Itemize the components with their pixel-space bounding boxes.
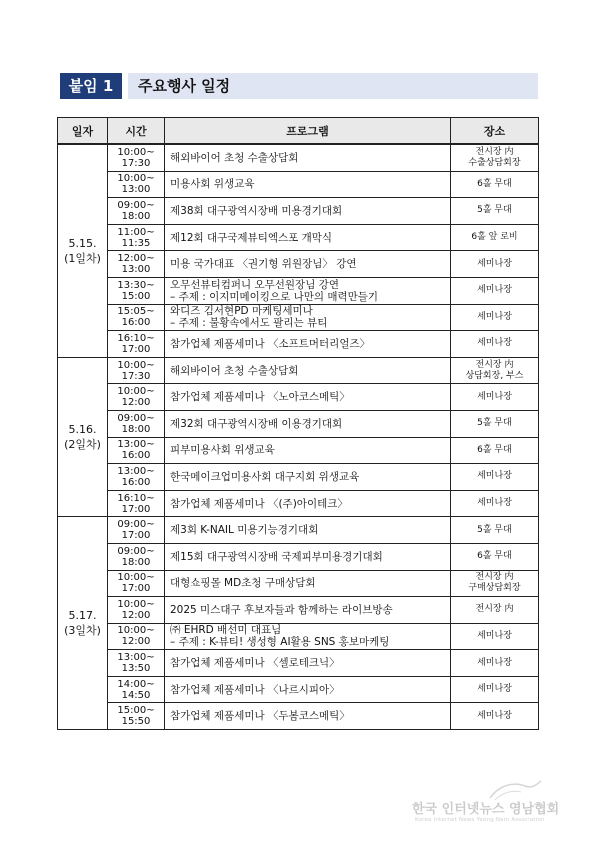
cell-line: 09:00~	[117, 519, 155, 531]
schedule-table	[57, 117, 539, 730]
cell-line: 16:00	[121, 450, 151, 462]
date-cell	[58, 357, 108, 517]
cell-line: 17:00	[121, 343, 151, 355]
date-cell	[58, 517, 108, 730]
cell-line: (1일차)	[64, 251, 101, 265]
cell-line: 13:30~	[117, 279, 155, 291]
table-row	[58, 171, 539, 198]
place-cell	[451, 676, 539, 703]
cell-line: 2025 미스대구 후보자들과 함께하는 라이브방송	[170, 603, 393, 616]
place-cell	[451, 437, 539, 464]
time-cell	[108, 437, 165, 464]
table-row	[58, 331, 539, 358]
program-cell	[165, 490, 451, 517]
cell-line: 13:50	[121, 663, 151, 675]
time-cell	[108, 703, 165, 730]
cell-line: 수출상담회장	[468, 157, 521, 168]
table-row	[58, 410, 539, 437]
time-cell	[108, 304, 165, 331]
cell-line: 09:00~	[117, 412, 155, 424]
cell-line: 15:00	[121, 290, 151, 302]
attachment-badge: 붙임 1	[60, 73, 122, 99]
cell-line: 11:00~	[117, 226, 155, 238]
table-row	[58, 517, 539, 544]
table-row	[58, 144, 539, 171]
program-cell	[165, 703, 451, 730]
table-row	[58, 304, 539, 331]
place-cell	[451, 357, 539, 384]
cell-line: 해외바이어 초청 수출상담회	[170, 364, 299, 377]
program-cell	[165, 597, 451, 624]
cell-line: 오무선뷰티컴퍼니 오무선원장님 강연	[170, 278, 339, 291]
time-cell	[108, 224, 165, 251]
cell-line: 세미나장	[477, 338, 512, 349]
cell-line: 상담회장, 부스	[465, 370, 524, 381]
time-cell	[108, 384, 165, 411]
place-cell	[451, 251, 539, 278]
program-cell	[165, 198, 451, 225]
program-cell	[165, 543, 451, 570]
cell-line: 10:00~	[117, 359, 155, 371]
cell-line: 5홀 무대	[477, 418, 512, 429]
program-cell	[165, 277, 451, 304]
cell-line: 세미나장	[477, 657, 512, 668]
cell-line: 10:00~	[117, 146, 155, 158]
time-cell	[108, 251, 165, 278]
time-cell	[108, 597, 165, 624]
table-row	[58, 570, 539, 597]
cell-line: 미용 국가대표 〈권기형 위원장님〉 강연	[170, 258, 357, 271]
cell-line: 세미나장	[477, 258, 512, 269]
table-row	[58, 703, 539, 730]
table-row	[58, 384, 539, 411]
program-cell	[165, 171, 451, 198]
program-cell	[165, 570, 451, 597]
section-title: 주요행사 일정	[138, 77, 231, 95]
table-row	[58, 464, 539, 491]
cell-line: 17:00	[121, 503, 151, 515]
cell-line: 세미나장	[477, 391, 512, 402]
program-cell	[165, 410, 451, 437]
cell-line: (2일차)	[64, 438, 101, 452]
cell-line: (3일차)	[64, 624, 101, 638]
cell-line: 13:00	[121, 184, 151, 196]
cell-line: 5.15.	[68, 236, 97, 250]
cell-line: 세미나장	[477, 710, 512, 721]
time-cell	[108, 410, 165, 437]
cell-line: 참가업체 제품세미나 〈노아코스메틱〉	[170, 391, 350, 404]
cell-line: 17:30	[121, 157, 151, 169]
cell-line: 16:00	[121, 317, 151, 329]
table-row	[58, 650, 539, 677]
program-cell	[165, 464, 451, 491]
program-cell	[165, 650, 451, 677]
place-cell	[451, 171, 539, 198]
table-row	[58, 357, 539, 384]
cell-line: 17:00	[121, 530, 151, 542]
cell-line: 제3회 K-NAIL 미용기능경기대회	[170, 524, 319, 537]
cell-line: 참가업체 제품세미나 〈(주)아이테크〉	[170, 497, 348, 510]
header-place: 장소	[451, 118, 539, 145]
cell-line: 09:00~	[117, 545, 155, 557]
cell-line: 16:00	[121, 476, 151, 488]
cell-line: ㈜ EHRD 배선미 대표님	[170, 624, 282, 637]
cell-line: 5홀 무대	[477, 524, 512, 535]
time-cell	[108, 357, 165, 384]
cell-line: 전시장 内	[475, 146, 514, 157]
program-cell	[165, 331, 451, 358]
time-cell	[108, 543, 165, 570]
table-row	[58, 251, 539, 278]
table-row	[58, 198, 539, 225]
cell-line: 16:10~	[117, 332, 155, 344]
schedule-body	[58, 144, 539, 730]
cell-line: 대형쇼핑몰 MD초청 구매상담회	[170, 577, 316, 590]
program-cell	[165, 676, 451, 703]
cell-line: 13:00	[121, 264, 151, 276]
time-cell	[108, 570, 165, 597]
time-cell	[108, 517, 165, 544]
cell-line: 14:00~	[117, 678, 155, 690]
cell-line: 13:00~	[117, 439, 155, 451]
header-time: 시간	[108, 118, 165, 145]
cell-line: 09:00~	[117, 199, 155, 211]
table-row	[58, 490, 539, 517]
cell-line: 한국메이크업미용사회 대구지회 위생교육	[170, 470, 360, 483]
program-cell	[165, 357, 451, 384]
place-cell	[451, 650, 539, 677]
place-cell	[451, 277, 539, 304]
watermark-name: 한국 인터넷뉴스 영남협회	[412, 802, 560, 817]
cell-line: 해외바이어 초청 수출상담회	[170, 151, 299, 164]
cell-line: 5.17.	[68, 609, 97, 623]
program-cell	[165, 623, 451, 650]
cell-line: 참가업체 제품세미나 〈셀로테크닉〉	[170, 657, 340, 670]
cell-line: 세미나장	[477, 471, 512, 482]
place-cell	[451, 597, 539, 624]
cell-line: 전시장 内	[475, 572, 514, 583]
cell-line: – 주제 : 불황속에서도 팔리는 뷰티	[170, 317, 328, 330]
header-date: 일자	[58, 118, 108, 145]
program-cell	[165, 437, 451, 464]
cell-line: 세미나장	[477, 630, 512, 641]
place-cell	[451, 517, 539, 544]
section-title-bar	[128, 73, 538, 99]
cell-line: 참가업체 제품세미나 〈두봄코스메틱〉	[170, 710, 350, 723]
cell-line: 제38회 대구광역시장배 미용경기대회	[170, 204, 343, 217]
cell-line: 12:00~	[117, 253, 155, 265]
cell-line: – 주제 : K-뷰티! 생성형 AI활용 SNS 홍보마케팅	[170, 636, 390, 649]
cell-line: 15:50	[121, 716, 151, 728]
time-cell	[108, 198, 165, 225]
time-cell	[108, 623, 165, 650]
cell-line: 세미나장	[477, 311, 512, 322]
table-row	[58, 543, 539, 570]
cell-line: 12:00	[121, 609, 151, 621]
table-header-row	[58, 118, 539, 145]
time-cell	[108, 490, 165, 517]
cell-line: 5.16.	[68, 423, 97, 437]
cell-line: 6홀 무대	[477, 551, 512, 562]
cell-line: 10:00~	[117, 386, 155, 398]
cell-line: 10:00~	[117, 173, 155, 185]
cell-line: 전시장 内	[475, 604, 514, 615]
cell-line: 12:00	[121, 636, 151, 648]
program-cell	[165, 517, 451, 544]
watermark	[395, 788, 595, 836]
table-row	[58, 676, 539, 703]
table-row	[58, 277, 539, 304]
table-row	[58, 623, 539, 650]
time-cell	[108, 277, 165, 304]
place-cell	[451, 490, 539, 517]
cell-line: 10:00~	[117, 598, 155, 610]
cell-line: 15:05~	[117, 306, 155, 318]
cell-line: 15:00~	[117, 705, 155, 717]
cell-line: 18:00	[121, 423, 151, 435]
cell-line: 10:00~	[117, 625, 155, 637]
header-program: 프로그램	[165, 118, 451, 145]
place-cell	[451, 623, 539, 650]
program-cell	[165, 384, 451, 411]
time-cell	[108, 144, 165, 171]
place-cell	[451, 224, 539, 251]
cell-line: 5홀 무대	[477, 205, 512, 216]
cell-line: 6홀 무대	[477, 444, 512, 455]
cell-line: 13:00~	[117, 465, 155, 477]
cell-line: 참가업체 제품세미나 〈나르시피아〉	[170, 683, 340, 696]
cell-line: 17:00	[121, 583, 151, 595]
table-row	[58, 597, 539, 624]
table-row	[58, 224, 539, 251]
cell-line: 10:00~	[117, 572, 155, 584]
cell-line: 6홀 앞 로비	[471, 232, 518, 243]
time-cell	[108, 464, 165, 491]
cell-line: 세미나장	[477, 684, 512, 695]
place-cell	[451, 304, 539, 331]
cell-line: 참가업체 제품세미나 〈소프트머터리얼즈〉	[170, 337, 371, 350]
cell-line: 18:00	[121, 556, 151, 568]
cell-line: 제32회 대구광역시장배 이용경기대회	[170, 417, 343, 430]
cell-line: 미용사회 위생교육	[170, 178, 255, 191]
cell-line: 13:00~	[117, 652, 155, 664]
table-row	[58, 437, 539, 464]
program-cell	[165, 304, 451, 331]
cell-line: 제15회 대구광역시장배 국제피부미용경기대회	[170, 550, 383, 563]
cell-line: 제12회 대구국제뷰티엑스포 개막식	[170, 231, 333, 244]
time-cell	[108, 676, 165, 703]
cell-line: 세미나장	[477, 498, 512, 509]
place-cell	[451, 570, 539, 597]
place-cell	[451, 410, 539, 437]
time-cell	[108, 331, 165, 358]
place-cell	[451, 198, 539, 225]
place-cell	[451, 144, 539, 171]
program-cell	[165, 251, 451, 278]
cell-line: 세미나장	[477, 285, 512, 296]
place-cell	[451, 384, 539, 411]
cell-line: – 주제 : 이지미메이킹으로 나만의 매력만들기	[170, 290, 379, 303]
cell-line: 피부미용사회 위생교육	[170, 444, 275, 457]
cell-line: 구매상담회장	[468, 583, 521, 594]
cell-line: 14:50	[121, 689, 151, 701]
program-cell	[165, 224, 451, 251]
program-cell	[165, 144, 451, 171]
watermark-subtitle: Korea Internet News Yeong Nam Association	[415, 817, 545, 823]
cell-line: 전시장 内	[475, 359, 514, 370]
cell-line: 와디즈 김서현PD 마케팅세미나	[170, 305, 313, 318]
cell-line: 12:00	[121, 397, 151, 409]
place-cell	[451, 331, 539, 358]
section-header	[60, 73, 538, 99]
place-cell	[451, 464, 539, 491]
cell-line: 18:00	[121, 210, 151, 222]
cell-line: 11:35	[121, 237, 151, 249]
time-cell	[108, 650, 165, 677]
cell-line: 16:10~	[117, 492, 155, 504]
time-cell	[108, 171, 165, 198]
place-cell	[451, 543, 539, 570]
date-cell	[58, 144, 108, 357]
cell-line: 6홀 무대	[477, 178, 512, 189]
place-cell	[451, 703, 539, 730]
cell-line: 17:30	[121, 370, 151, 382]
